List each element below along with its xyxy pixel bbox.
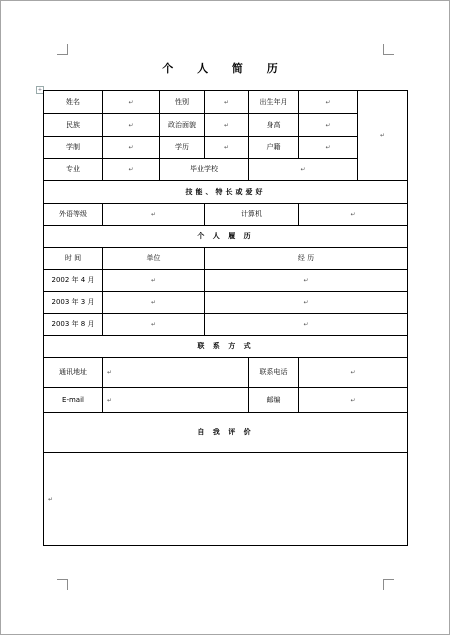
school-label: 毕业学校 xyxy=(160,159,249,181)
language-value[interactable] xyxy=(103,204,205,226)
language-label: 外语等级 xyxy=(44,204,103,226)
contact-header: 联 系 方 式 xyxy=(44,336,408,358)
height-value[interactable] xyxy=(299,114,358,137)
contact-row-2 xyxy=(44,388,408,413)
document-title: 个 人 简 历 xyxy=(162,62,288,75)
history-row-experience[interactable] xyxy=(205,292,408,314)
basic-row-3 xyxy=(44,137,408,159)
gender-value[interactable] xyxy=(205,91,249,114)
history-row-unit[interactable] xyxy=(103,314,205,336)
crop-mark-top-right xyxy=(383,44,394,55)
major-label: 专业 xyxy=(44,159,103,181)
self-eval-header: 自 我 评 价 xyxy=(44,413,408,453)
photo-cell[interactable] xyxy=(358,91,408,181)
birth-value[interactable] xyxy=(299,91,358,114)
education-label: 学历 xyxy=(160,137,205,159)
crop-mark-bottom-left xyxy=(57,579,68,590)
history-row xyxy=(44,292,408,314)
basic-row-1 xyxy=(44,91,408,114)
basic-row-4 xyxy=(44,159,408,181)
household-label: 户籍 xyxy=(249,137,299,159)
history-header-row xyxy=(44,226,408,248)
ethnicity-value[interactable] xyxy=(103,114,160,137)
major-value[interactable] xyxy=(103,159,160,181)
postcode-value[interactable] xyxy=(299,388,408,413)
computer-value[interactable] xyxy=(299,204,408,226)
contact-row-1 xyxy=(44,358,408,388)
history-header: 个 人 履 历 xyxy=(44,226,408,248)
phone-value[interactable] xyxy=(299,358,408,388)
history-row-time: 2002 年 4 月 xyxy=(44,270,103,292)
history-row-time: 2003 年 3 月 xyxy=(44,292,103,314)
history-col-experience: 经 历 xyxy=(205,248,408,270)
resume-table xyxy=(43,90,408,546)
history-row-unit[interactable] xyxy=(103,292,205,314)
computer-label: 计算机 xyxy=(205,204,299,226)
birth-label: 出生年月 xyxy=(249,91,299,114)
political-label: 政治面貌 xyxy=(160,114,205,137)
history-row-time: 2003 年 8 月 xyxy=(44,314,103,336)
history-col-unit: 单位 xyxy=(103,248,205,270)
crop-mark-bottom-right xyxy=(383,579,394,590)
postcode-label: 邮编 xyxy=(249,388,299,413)
history-row-unit[interactable] xyxy=(103,270,205,292)
gender-label: 性别 xyxy=(160,91,205,114)
education-value[interactable] xyxy=(205,137,249,159)
table-move-handle-icon[interactable]: + xyxy=(37,87,43,93)
address-value[interactable] xyxy=(103,358,249,388)
political-value[interactable] xyxy=(205,114,249,137)
school-value[interactable] xyxy=(249,159,358,181)
history-col-time: 时 间 xyxy=(44,248,103,270)
self-eval-body[interactable] xyxy=(44,453,408,546)
history-row-experience[interactable] xyxy=(205,314,408,336)
ethnicity-label: 民族 xyxy=(44,114,103,137)
self-eval-row xyxy=(44,453,408,546)
history-row-experience[interactable] xyxy=(205,270,408,292)
contact-header-row xyxy=(44,336,408,358)
education-system-value[interactable] xyxy=(103,137,160,159)
household-value[interactable] xyxy=(299,137,358,159)
self-eval-header-row xyxy=(44,413,408,453)
phone-label: 联系电话 xyxy=(249,358,299,388)
basic-row-2 xyxy=(44,114,408,137)
skills-header-row xyxy=(44,181,408,204)
email-value[interactable] xyxy=(103,388,249,413)
name-label: 姓名 xyxy=(44,91,103,114)
history-columns-row xyxy=(44,248,408,270)
address-label: 通讯地址 xyxy=(44,358,103,388)
skills-row xyxy=(44,204,408,226)
email-label: E-mail xyxy=(44,388,103,413)
history-row xyxy=(44,270,408,292)
skills-header: 技能、特长或爱好 xyxy=(44,181,408,204)
history-row xyxy=(44,314,408,336)
crop-mark-top-left xyxy=(57,44,68,55)
name-value[interactable] xyxy=(103,91,160,114)
height-label: 身高 xyxy=(249,114,299,137)
education-system-label: 学制 xyxy=(44,137,103,159)
